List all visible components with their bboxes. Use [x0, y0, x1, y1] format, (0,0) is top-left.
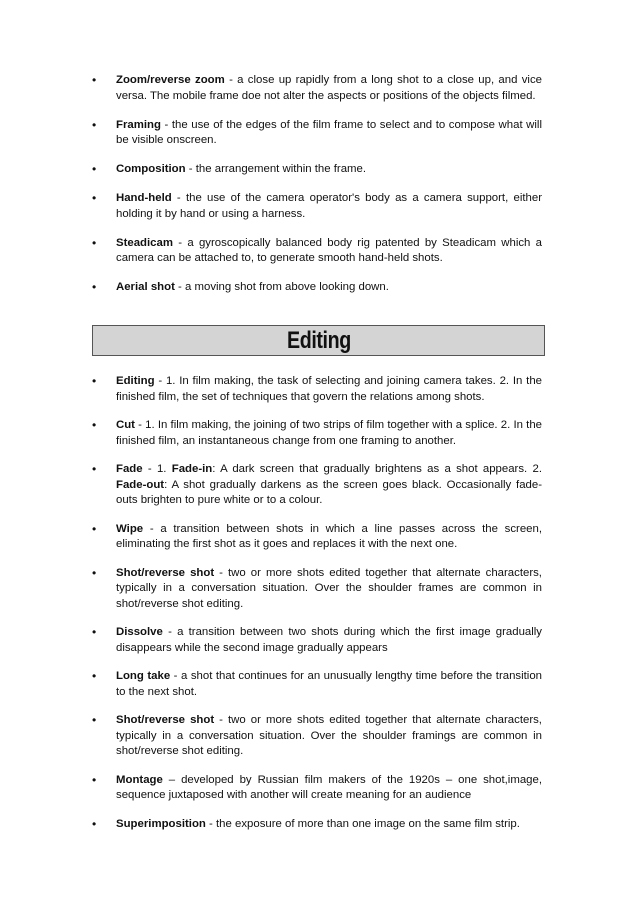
list-item	[92, 236, 542, 267]
term: Cut	[116, 419, 135, 431]
editing-terms-list	[92, 374, 542, 845]
term: Shot/reverse shot	[116, 566, 215, 579]
term: Framing	[116, 118, 161, 131]
camera-terms-list	[92, 73, 542, 309]
term: Zoom/reverse zoom	[116, 74, 225, 86]
list-item	[92, 713, 542, 760]
list-item	[92, 669, 542, 700]
term: Long take	[116, 670, 171, 682]
definition: - 1. In film making, the joining of two strips of film together with a splice. 2. In the finished film, an instantaneous change from one framing to another.	[116, 419, 542, 447]
editing-section-banner	[92, 325, 545, 356]
list-item	[92, 625, 542, 656]
term: Shot/reverse shot	[116, 714, 215, 726]
definition: - the use of the edges of the film frame to select and to compose what will be visible onscreen.	[116, 118, 542, 146]
list-item	[92, 566, 542, 613]
list-item	[92, 118, 542, 149]
list-item	[92, 191, 542, 222]
term: Hand-held	[116, 192, 172, 204]
term: Fade-out	[116, 478, 165, 491]
definition: - two or more shots edited together that alternate characters, typically in a conversation situation. Over the shoulder frames are common in shot/reverse shot editing.	[116, 566, 542, 610]
definition: - a transition between two shots during which the first image gradually disappears while the second image gradually appears	[116, 626, 542, 654]
definition: : A shot gradually darkens as the screen goes black. Occasionally fade-outs brighten to pure white or to a colour.	[116, 478, 542, 506]
section-title: Editing	[286, 327, 351, 354]
definition: - the exposure of more than one image on the same film strip.	[205, 817, 520, 830]
term: Aerial shot	[116, 281, 175, 293]
list-item	[92, 162, 542, 178]
definition: - the use of the camera operator's body as a camera support, either holding it by hand or using a harness.	[116, 192, 542, 220]
list-item	[92, 73, 542, 104]
definition: - a transition between shots in which a line passes across the screen, eliminating the first shot as it goes and replaces it with the next one.	[116, 522, 542, 550]
term: Wipe	[116, 522, 144, 535]
definition: – developed by Russian film makers of the 1920s – one shot,image, sequence juxtaposed with another will create meaning for an audience	[116, 773, 542, 801]
term: Fade	[116, 463, 143, 475]
definition: - a shot that continues for an unusually lengthy time before the transition to the next shot.	[116, 670, 543, 698]
definition: - a close up rapidly from a long shot to a close up, and vice versa. The mobile frame doe not alter the aspects or positions of the objects filmed.	[116, 74, 542, 102]
term: Editing	[116, 375, 155, 387]
list-item	[92, 522, 542, 553]
definition: : A dark screen that gradually brightens as a shot appears. 2.	[212, 463, 542, 475]
definition: - a moving shot from above looking down.	[174, 281, 389, 293]
term: Superimposition	[116, 817, 206, 830]
list-item	[92, 280, 542, 296]
term: Steadicam	[116, 236, 173, 249]
term: Montage	[116, 773, 163, 786]
definition: - two or more shots edited together that alternate characters, typically in a conversation situation. Over the shoulder framings are common in shot/reverse shot editing.	[116, 714, 542, 757]
list-item	[92, 374, 542, 405]
definition: - a gyroscopically balanced body rig patented by Steadicam which a camera can be attached to, to generate smooth hand-held shots.	[116, 236, 542, 264]
definition: - the arrangement within the frame.	[185, 163, 367, 175]
term: Fade-in	[171, 463, 213, 475]
term: Dissolve	[116, 626, 163, 638]
term: Composition	[116, 163, 186, 175]
definition: - 1. In film making, the task of selecting and joining camera takes. 2. In the finished film, the set of techniques that govern the relations among shots.	[116, 375, 542, 403]
list-item	[92, 418, 542, 449]
list-item	[92, 817, 542, 833]
list-item	[92, 773, 542, 804]
list-item	[92, 462, 542, 509]
definition: - 1.	[142, 463, 172, 475]
